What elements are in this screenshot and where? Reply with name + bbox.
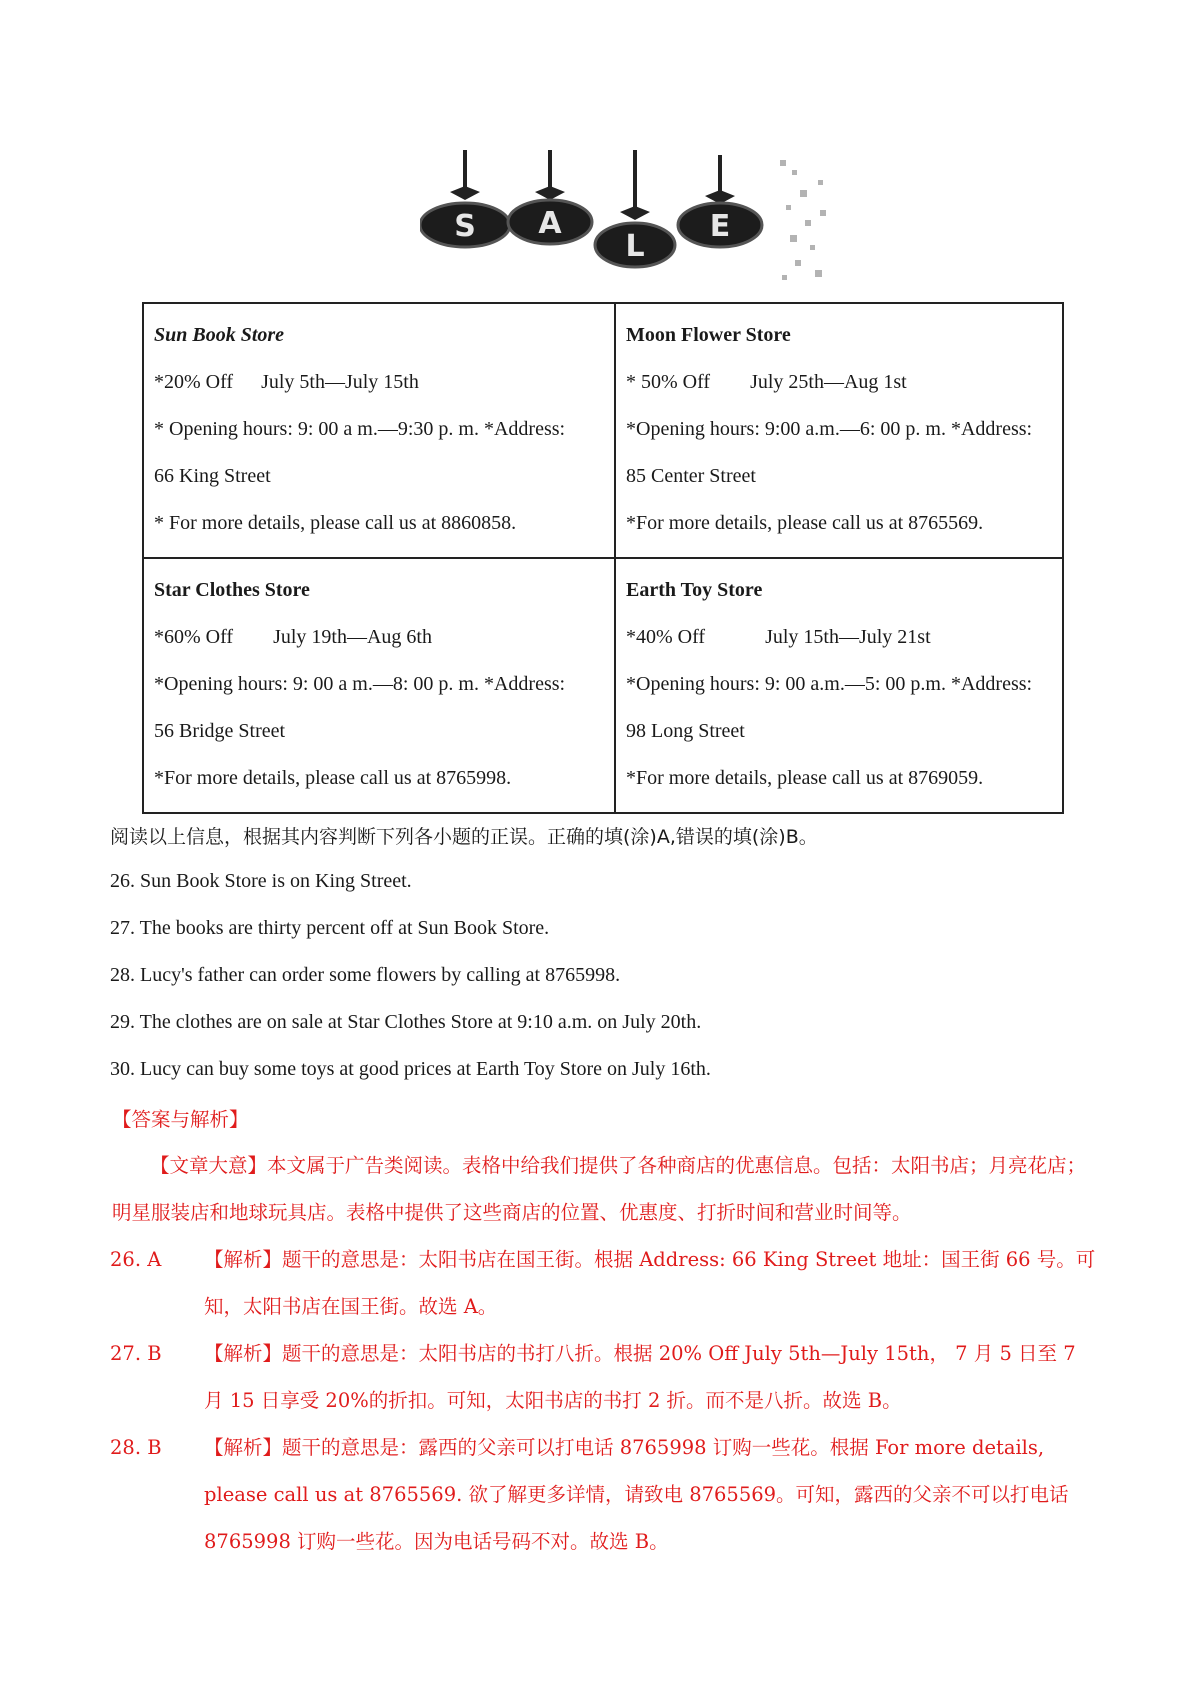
answer-item xyxy=(110,1330,1100,1424)
store-contact: *For more details, please call us at 8765998. xyxy=(154,767,512,789)
article-summary: 【文章大意】本文属于广告类阅读。表格中给我们提供了各种商店的优惠信息。包括：太阳书店；月亮花店；明星服装店和地球玩具店。表格中提供了这些商店的位置、优惠度、打折时间和营业时间等。 xyxy=(112,1154,1087,1224)
instruction: 阅读以上信息，根据其内容判断下列各小题的正误。正确的填(涂)A,错误的填(涂)B。 xyxy=(110,826,818,848)
sale-letter: L xyxy=(625,229,645,264)
question: 27. The books are thirty percent off at Sun Book Store. xyxy=(110,917,550,939)
question: 26. Sun Book Store is on King Street. xyxy=(110,870,412,892)
store-offer: *20% Off July 5th—July 15th xyxy=(154,371,419,393)
answer-explanation: 【解析】题干的意思是：太阳书店在国王街。根据 Address: 66 King Street 地址：国王街 66 号。可知，太阳书店在国王街。故选 A。 xyxy=(204,1248,1096,1318)
store-address: 66 King Street xyxy=(154,465,271,487)
store-address: 98 Long Street xyxy=(626,720,745,742)
store-contact: *For more details, please call us at 8765569. xyxy=(626,512,984,534)
store-contact: * For more details, please call us at 8860858. xyxy=(154,512,517,534)
sale-logo xyxy=(420,150,840,290)
store-contact: *For more details, please call us at 8769059. xyxy=(626,767,984,789)
store-hours: *Opening hours: 9: 00 a m.—8: 00 p. m. *Address: xyxy=(154,673,566,695)
store-offer: * 50% Off July 25th—Aug 1st xyxy=(626,371,907,393)
answer-number: 27. B xyxy=(110,1342,162,1365)
answer-number: 28. B xyxy=(110,1436,162,1459)
question: 30. Lucy can buy some toys at good prices at Earth Toy Store on July 16th. xyxy=(110,1058,711,1080)
answer-item xyxy=(110,1424,1100,1565)
answer-explanation: 【解析】题干的意思是：露西的父亲可以打电话 8765998 订购一些花。根据 For more details, please call us at 8765569. 欲了解更多详情，请致电 8765569。可知，露西的父亲不可以打电话 8765998 订购一些花。因为电话号码不对。故选 B。 xyxy=(204,1436,1069,1553)
store-address: 85 Center Street xyxy=(626,465,756,487)
store-hours: *Opening hours: 9: 00 a.m.—5: 00 p.m. *Address: xyxy=(626,673,1033,695)
store-name: Earth Toy Store xyxy=(626,579,763,601)
sale-letter: S xyxy=(454,209,476,244)
question: 29. The clothes are on sale at Star Clothes Store at 9:10 a.m. on July 20th. xyxy=(110,1011,702,1033)
sale-letter: E xyxy=(709,209,731,244)
sale-letter: A xyxy=(538,206,562,241)
stores-table xyxy=(142,302,1064,814)
store-offer: *60% Off July 19th—Aug 6th xyxy=(154,626,432,648)
store-hours: * Opening hours: 9: 00 a m.—9:30 p. m. *Address: xyxy=(154,418,566,440)
store-cell xyxy=(615,303,1063,558)
answer-heading: 【答案与解析】 xyxy=(112,1108,249,1131)
store-name: Moon Flower Store xyxy=(626,324,791,346)
store-name: Sun Book Store xyxy=(154,324,285,346)
answer-number: 26. A xyxy=(110,1248,162,1271)
store-address: 56 Bridge Street xyxy=(154,720,286,742)
store-cell xyxy=(143,558,615,813)
store-offer: *40% Off July 15th—July 21st xyxy=(626,626,931,648)
store-cell xyxy=(143,303,615,558)
question: 28. Lucy's father can order some flowers by calling at 8765998. xyxy=(110,964,621,986)
answer-explanation: 【解析】题干的意思是：太阳书店的书打八折。根据 20% Off July 5th—July 15th， 7 月 5 日至 7 月 15 日享受 20%的折扣。可知，太阳书店的书打 2 折。而不是八折。故选 B。 xyxy=(204,1342,1076,1412)
answer-item xyxy=(110,1236,1100,1330)
store-cell xyxy=(615,558,1063,813)
store-name: Star Clothes Store xyxy=(154,579,310,601)
store-hours: *Opening hours: 9:00 a.m.—6: 00 p. m. *Address: xyxy=(626,418,1033,440)
